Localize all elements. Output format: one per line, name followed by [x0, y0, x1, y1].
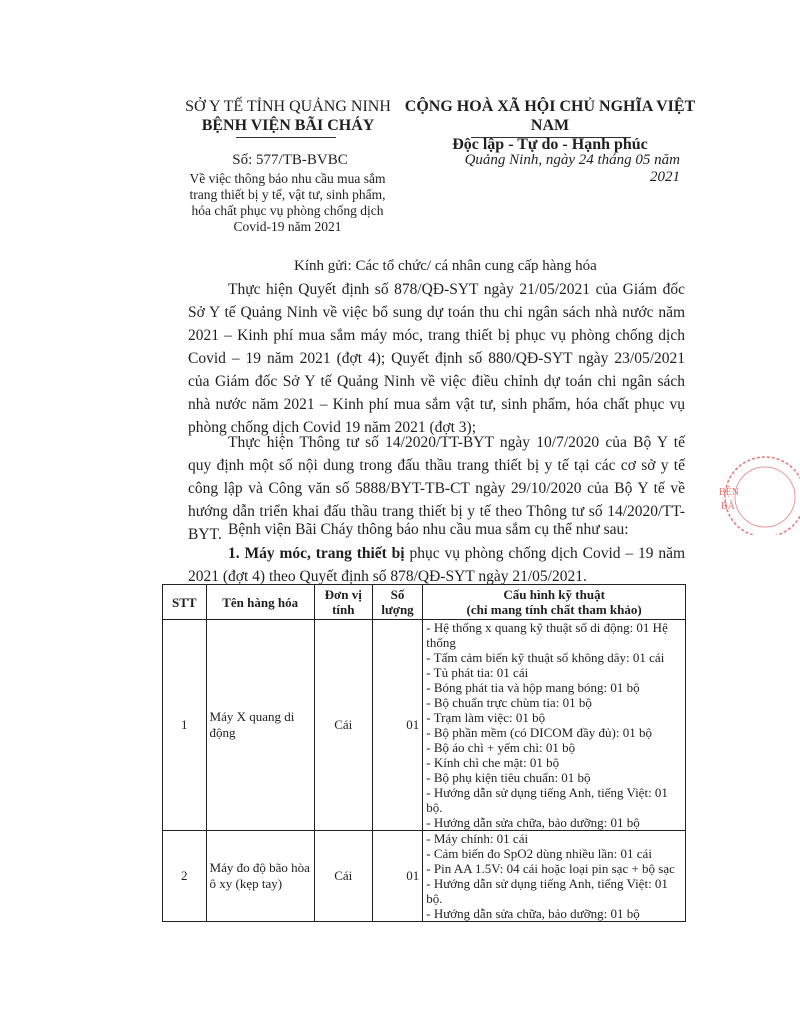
header-spec-title: Cấu hình kỹ thuật: [503, 587, 605, 602]
table-row: [163, 831, 686, 922]
document-number: Số: 577/TB-BVBC: [232, 152, 348, 168]
section-1-heading: [188, 542, 685, 588]
spec-line: - Bộ phần mềm (có DICOM đầy đủ): 01 bộ: [426, 725, 652, 740]
section-1-title: 1. Máy móc, trang thiết bị: [228, 545, 405, 562]
row-stt: 1: [163, 620, 207, 831]
row-spec: [423, 831, 686, 922]
row-stt: 2: [163, 831, 207, 922]
spec-line: - Hướng dẫn sửa chữa, bảo dưỡng: 01 bộ: [426, 906, 640, 921]
subject-line: hóa chất phục vụ phòng chống dịch: [191, 203, 384, 218]
row-item-name: Máy X quang di động: [206, 620, 314, 831]
spec-line: - Bộ áo chì + yếm chì: 01 bộ: [426, 740, 576, 755]
row-unit: Cái: [314, 620, 372, 831]
row-quantity: 01: [372, 620, 423, 831]
spec-line: - Bộ phụ kiện tiêu chuẩn: 01 bộ: [426, 770, 591, 785]
header-unit: Đơn vị tính: [314, 585, 372, 620]
spec-line: - Tấm cảm biến kỹ thuật số không dây: 01 cái: [426, 650, 665, 665]
spec-line: - Máy chính: 01 cái: [426, 831, 529, 846]
seal-stamp-icon: [705, 455, 800, 535]
paragraph-3-text: Bệnh viện Bãi Cháy thông báo nhu cầu mua sắm cụ thể như sau:: [228, 521, 629, 538]
spec-line: - Hướng dẫn sử dụng tiếng Anh, tiếng Việt: 01 bộ.: [426, 785, 668, 815]
national-motto-block: [400, 97, 700, 154]
row-quantity: 01: [372, 831, 423, 922]
recipient-line: Kính gửi: Các tổ chức/ cá nhân cung cấp hàng hóa: [294, 258, 597, 274]
department-name: SỞ Y TẾ TỈNH QUẢNG NINH: [185, 98, 391, 115]
header-stt: STT: [163, 585, 207, 620]
equipment-table: [162, 584, 686, 922]
spec-line: - Hướng dẫn sửa chữa, bảo dưỡng: 01 bộ: [426, 815, 640, 830]
section-1-description: phục vụ phòng chống dịch Covid – 19 năm 2021 (đợt 4) theo Quyết định số 878/QĐ-SYT ngày 21/05/2021.: [188, 545, 686, 585]
spec-line: - Bộ chuẩn trực chùm tia: 01 bộ: [426, 695, 592, 710]
spec-line: - Cảm biến đo SpO2 dùng nhiều lần: 01 cái: [426, 846, 652, 861]
spec-line: - Bóng phát tia và hộp mang bóng: 01 bộ: [426, 680, 640, 695]
paragraph-1-text: Thực hiện Quyết định số 878/QĐ-SYT ngày 21/05/2021 của Giám đốc Sở Y tế Quảng Ninh về việc bổ sung dự toán thu chi ngân sách nhà nước năm 2021 – Kinh phí mua sắm máy móc, trang thiết bị phục vụ phòng chống dịch Covid – 19 năm 2021 (đợt 4); Quyết định số 880/QĐ-SYT ngày 23/05/2021 của Giám đốc Sở Y tế Quảng Ninh về việc điều chỉnh dự toán chi ngân sách nhà nước năm 2021 – Kinh phí mua sắm vật tư, sinh phẩm, hóa chất phục vụ phòng chống dịch Covid 19 năm 2021 (đợt 3);: [188, 281, 685, 436]
spec-line: - Tủ phát tia: 01 cái: [426, 665, 529, 680]
subject-line: trang thiết bị y tế, vật tư, sinh phẩm,: [189, 187, 386, 202]
seal-text-line2: BÃ: [721, 501, 735, 512]
header-spec: [423, 585, 686, 620]
country-name: CỘNG HOÀ XÃ HỘI CHỦ NGHĨA VIỆT NAM: [404, 98, 696, 134]
spec-line: - Hệ thống x quang kỹ thuật số di động: 01 Hệ thống: [426, 620, 668, 650]
paragraph-2-text: Thực hiện Thông tư số 14/2020/TT-BYT ngày 10/7/2020 của Bộ Y tế quy định một số nội dung trong đấu thầu trang thiết bị y tế tại các cơ sở y tế công lập và Công văn số 5888/BYT-TB-CT ngày 29/10/2020 của Bộ Y tế về hướng dẫn triển khai đấu thầu trang thiết bị y tế theo Thông tư số 14/2020/TT-BYT.: [188, 434, 685, 543]
header-item-name: Tên hàng hóa: [206, 585, 314, 620]
row-unit: Cái: [314, 831, 372, 922]
hospital-name: BỆNH VIỆN BÃI CHÁY: [201, 117, 375, 134]
spec-line: - Hướng dẫn sử dụng tiếng Anh, tiếng Việt: 01 bộ.: [426, 876, 668, 906]
national-motto: Độc lập - Tự do - Hạnh phúc: [452, 136, 648, 153]
issuer-underline: [236, 137, 336, 138]
subject-line: Covid-19 năm 2021: [233, 219, 342, 234]
table-row: [163, 620, 686, 831]
spec-line: - Trạm làm việc: 01 bộ: [426, 710, 546, 725]
row-item-name: Máy đo độ bão hòa ô xy (kẹp tay): [206, 831, 314, 922]
paragraph-1: [188, 278, 685, 439]
seal-text-line1: BỆN: [719, 487, 739, 498]
spec-line: - Pin AA 1.5V: 04 cái hoặc loại pin sạc + bộ sạc: [426, 861, 675, 876]
paragraph-3: [188, 518, 685, 541]
header-spec-note: (chỉ mang tính chất tham khảo): [466, 602, 642, 617]
subject-line: Về việc thông báo nhu cầu mua sắm: [189, 171, 386, 186]
document-date: Quảng Ninh, ngày 24 tháng 05 năm 2021: [464, 152, 680, 185]
motto-underline: [471, 137, 631, 138]
spec-line: - Kính chì che mặt: 01 bộ: [426, 755, 560, 770]
table-header-row: [163, 585, 686, 620]
red-seal-stamp: [705, 455, 800, 535]
row-spec: [423, 620, 686, 831]
document-subject: [160, 171, 415, 235]
header-quantity: Số lượng: [372, 585, 423, 620]
issuer-block: [168, 97, 408, 135]
